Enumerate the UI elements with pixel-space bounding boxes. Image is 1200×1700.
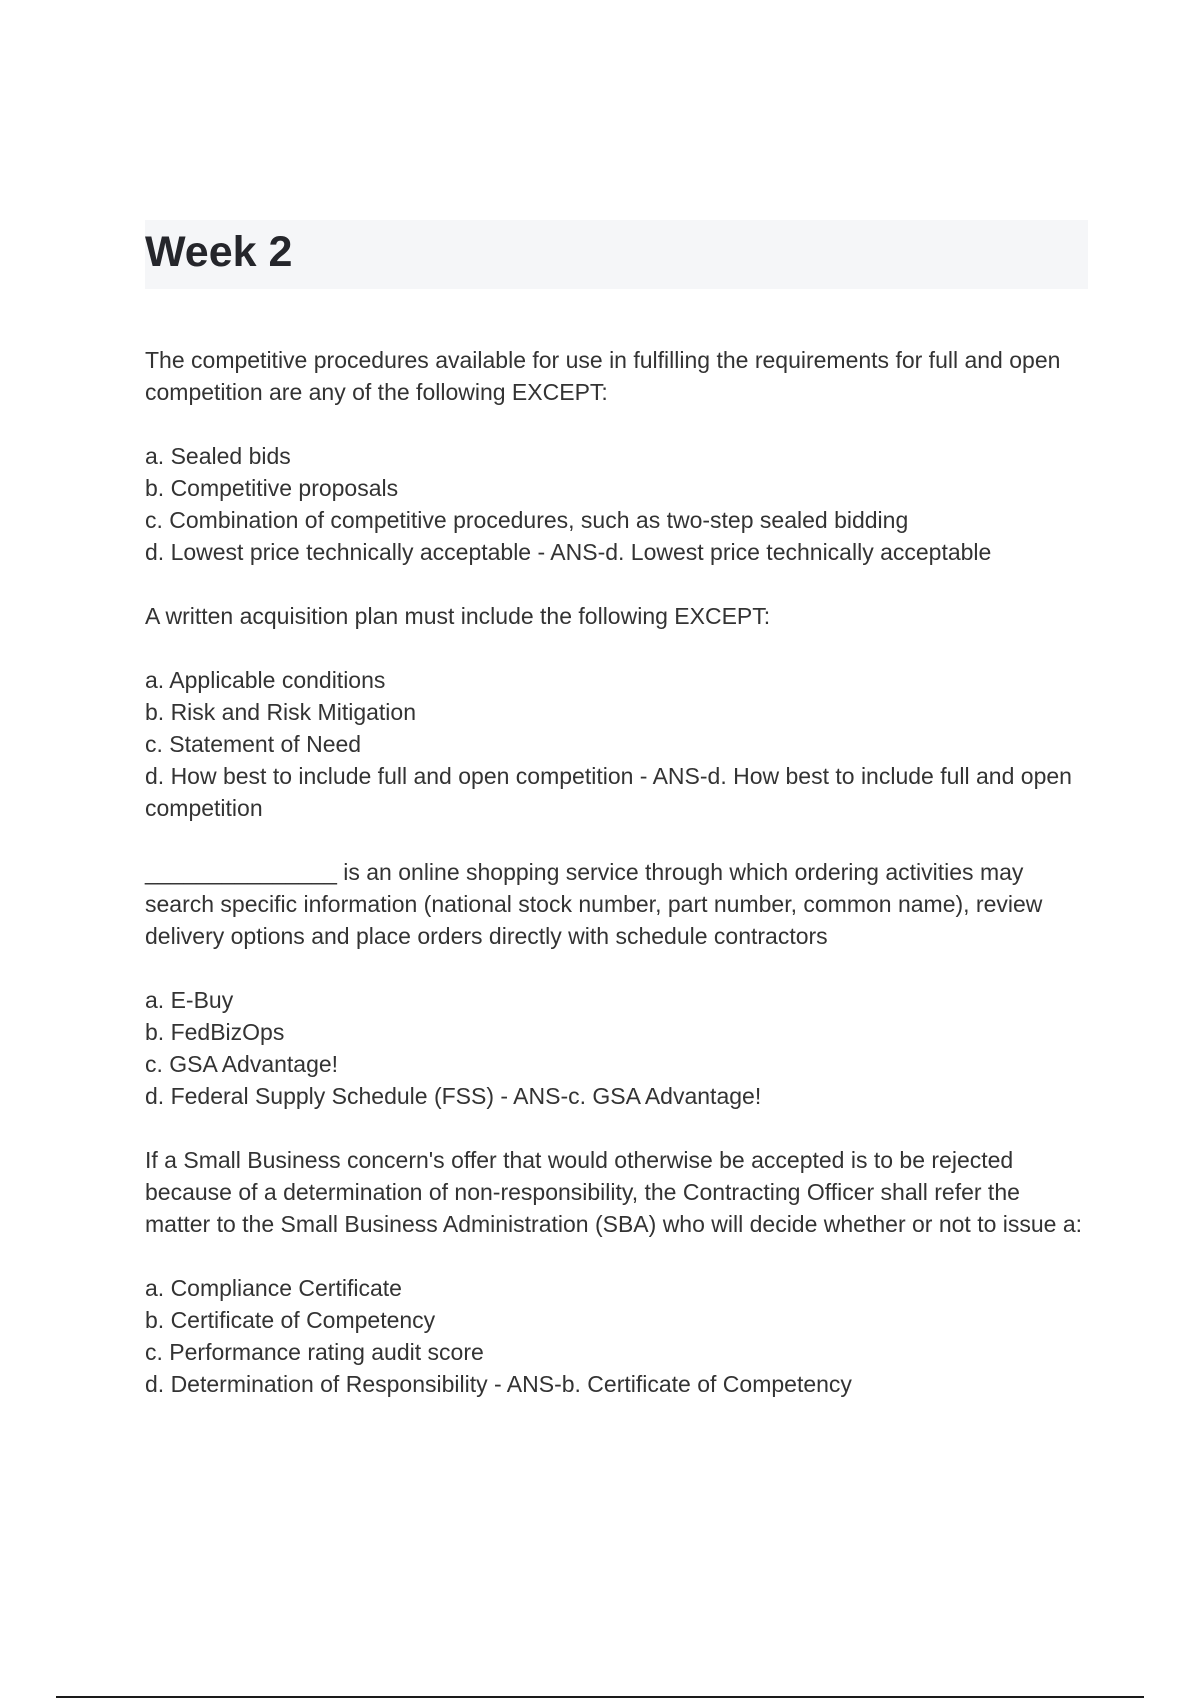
option-item: a. Applicable conditions: [145, 667, 386, 693]
option-item: a. Compliance Certificate: [145, 1275, 402, 1301]
option-item: b. Risk and Risk Mitigation: [145, 699, 416, 725]
option-item: c. Performance rating audit score: [145, 1339, 484, 1365]
document-body: [145, 344, 1085, 1432]
heading-band: [145, 220, 1088, 289]
question-1-options: [145, 440, 1085, 568]
option-item: a. Sealed bids: [145, 443, 291, 469]
option-item-with-answer: d. Lowest price technically acceptable - ANS-d. Lowest price technically acceptable: [145, 539, 992, 565]
option-item-with-answer: d. Federal Supply Schedule (FSS) - ANS-c. GSA Advantage!: [145, 1083, 762, 1109]
footer-divider: [56, 1696, 1144, 1698]
question-4-text: If a Small Business concern's offer that would otherwise be accepted is to be rejected because of a determination of non-responsibility, the Contracting Officer shall refer the matter to the Small Business Administration (SBA) who will decide whether or not to issue a:: [145, 1147, 1083, 1237]
option-item: a. E-Buy: [145, 987, 234, 1013]
question-3-options: [145, 984, 1085, 1112]
question-2-text: A written acquisition plan must include the following EXCEPT:: [145, 603, 771, 629]
option-item: b. Competitive proposals: [145, 475, 399, 501]
question-2-options: [145, 664, 1085, 824]
option-item: b. Certificate of Competency: [145, 1307, 436, 1333]
page-title: Week 2: [145, 228, 293, 276]
option-item-with-answer: d. Determination of Responsibility - ANS-b. Certificate of Competency: [145, 1371, 852, 1397]
question-3-text: _______________ is an online shopping service through which ordering activities may search specific information (national stock number, part number, common name), review delivery options and place orders directly with schedule contractors: [145, 859, 1043, 949]
option-item: c. GSA Advantage!: [145, 1051, 339, 1077]
option-item: c. Combination of competitive procedures, such as two-step sealed bidding: [145, 507, 909, 533]
option-item: b. FedBizOps: [145, 1019, 285, 1045]
option-item-with-answer: d. How best to include full and open competition - ANS-d. How best to include full and open competition: [145, 763, 1072, 821]
question-1-text: The competitive procedures available for use in fulfilling the requirements for full and open competition are any of the following EXCEPT:: [145, 347, 1061, 405]
option-item: c. Statement of Need: [145, 731, 362, 757]
question-4-options: [145, 1272, 1085, 1400]
